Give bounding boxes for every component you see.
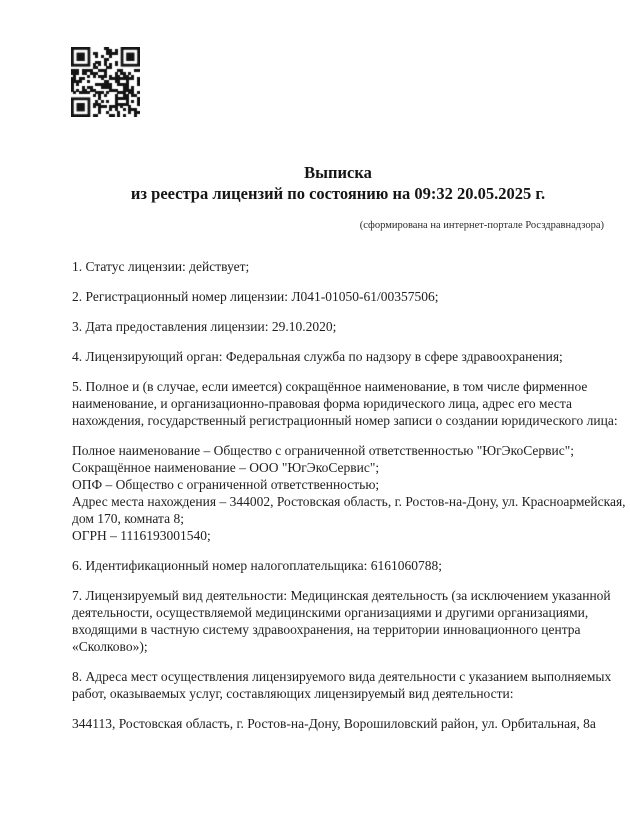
- formation-note: (сформирована на интернет-портале Росздравнадзора): [359, 220, 604, 231]
- registration-number-paragraph: 2. Регистрационный номер лицензии: Л041-01050-61/00357506;: [72, 289, 439, 304]
- document-body: [72, 258, 626, 732]
- inn-paragraph: 6. Идентификационный номер налогоплательщика: 6161060788;: [72, 558, 442, 573]
- org-info-heading-paragraph: 5. Полное и (в случае, если имеется) сокращённое наименование, в том числе фирменное наименование, и организационно-правовая форма юридического лица, адрес его места нахождения, государственный регистрационный номер записи о создании юридического лица:: [72, 379, 618, 428]
- licensing-authority-paragraph: 4. Лицензирующий орган: Федеральная служба по надзору в сфере здравоохранения;: [72, 349, 563, 364]
- activity-addresses-heading-paragraph: 8. Адреса мест осуществления лицензируемого вида деятельности с указанием выполняемых работ, оказываемых услуг, составляющих лицензируемый вид деятельности:: [72, 669, 612, 701]
- license-status-paragraph: 1. Статус лицензии: действует;: [72, 259, 250, 274]
- document-title: Выписка из реестра лицензий по состоянию на 09:32 20.05.2025 г.: [130, 163, 546, 203]
- org-details-paragraph: Полное наименование – Общество с ограниченной ответственностью "ЮгЭкоСервис"; Сокращённое наименование – ООО "ЮгЭкоСервис"; ОПФ – Общество с ограниченной ответственностью; Адрес места нахождения – 344002, Ростовская область, г. Ростов-на-Дону, ул. Красноармейская, дом 170, комната 8; ОГРН – 1116193001540;: [72, 443, 626, 543]
- grant-date-paragraph: 3. Дата предоставления лицензии: 29.10.2020;: [72, 319, 337, 334]
- licensed-activity-paragraph: 7. Лицензируемый вид деятельности: Медицинская деятельность (за исключением указанной деятельности, осуществляемой медицинскими организациями и другими организациями, входящими в частную систему здравоохранения, на территории инновационного центра «Сколково»);: [72, 588, 611, 654]
- qr-code: [71, 47, 140, 117]
- activity-address-paragraph: 344113, Ростовская область, г. Ростов-на-Дону, Ворошиловский район, ул. Орбитальная, 8а: [72, 716, 596, 731]
